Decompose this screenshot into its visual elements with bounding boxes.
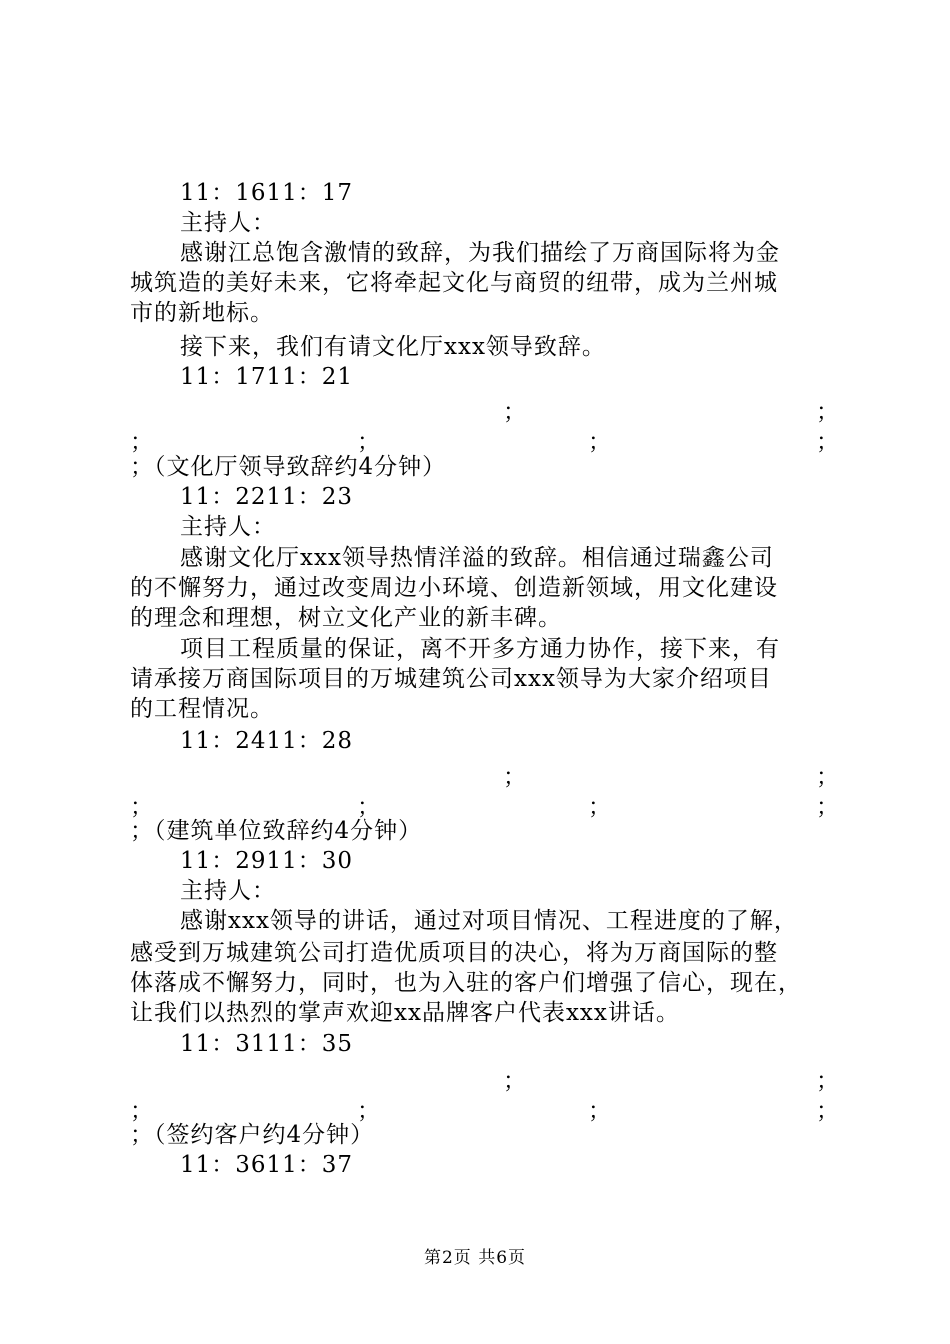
separator-mark: ； [130,1098,153,1124]
paragraph-line: 项目工程质量的保证，离不开多方通力协作，接下来，有 [180,636,780,662]
host-label: 主持人： [180,514,276,540]
separator-mark: ； [588,794,611,820]
separator-row [130,758,839,790]
host-label: 主持人： [180,210,276,236]
separator-row [130,788,839,820]
page-footer: 第2页 共6页 [423,1248,527,1268]
separator-row [130,393,839,425]
separator-mark: ； [816,1068,839,1094]
separator-mark: ； [503,1068,526,1094]
separator-mark: ； [357,794,380,820]
paragraph-line: 感受到万城建筑公司打造优质项目的决心，将为万商国际的整 [130,940,778,966]
separator-row [130,1062,839,1094]
separator-mark: ； [130,794,153,820]
separator-mark: ； [503,399,526,425]
separator-mark: ； [816,764,839,790]
paragraph-line: 的不懈努力，通过改变周边小环境、创造新领域，用文化建设 [130,575,778,601]
time-line: 11：1611：17 [180,180,354,206]
paragraph-line: 接下来，我们有请文化厅xxx领导致辞。 [180,334,606,360]
paragraph-line: 感谢xxx领导的讲话，通过对项目情况、工程进度的了解， [180,908,798,934]
paragraph-line: 让我们以热烈的掌声欢迎xx品牌客户代表xxx讲话。 [130,1000,680,1026]
separator-row [130,423,839,455]
separator-mark: ； [588,1098,611,1124]
note-line: ；（签约客户约4分钟） [130,1122,375,1148]
time-line: 11：2411：28 [180,728,354,754]
paragraph-line: 感谢文化厅xxx领导热情洋溢的致辞。相信通过瑞鑫公司 [180,545,774,571]
time-line: 11：3611：37 [180,1152,354,1178]
paragraph-line: 的理念和理想，树立文化产业的新丰碑。 [130,605,562,631]
separator-mark: ； [357,429,380,455]
separator-mark: ； [816,429,839,455]
note-line: ；（建筑单位致辞约4分钟） [130,818,423,844]
separator-mark: ； [816,399,839,425]
time-line: 11：2911：30 [180,848,354,874]
separator-mark: ； [503,764,526,790]
paragraph-line: 的工程情况。 [130,696,274,722]
time-line: 11：1711：21 [180,364,354,390]
separator-row [130,1092,839,1124]
separator-mark: ； [357,1098,380,1124]
separator-mark: ； [816,1098,839,1124]
host-label: 主持人： [180,878,276,904]
paragraph-line: 请承接万商国际项目的万城建筑公司xxx领导为大家介绍项目 [130,666,772,692]
paragraph-line: 市的新地标。 [130,300,274,326]
time-line: 11：3111：35 [180,1031,354,1057]
paragraph-line: 城筑造的美好未来，它将牵起文化与商贸的纽带，成为兰州城 [130,270,778,296]
paragraph-line: 体落成不懈努力，同时，也为入驻的客户们增强了信心，现在， [130,970,802,996]
separator-mark: ； [130,429,153,455]
time-line: 11：2211：23 [180,484,354,510]
separator-mark: ； [588,429,611,455]
separator-mark: ； [816,794,839,820]
paragraph-line: 感谢江总饱含激情的致辞，为我们描绘了万商国际将为金 [180,240,780,266]
note-line: ；（文化厅领导致辞约4分钟） [130,454,447,480]
